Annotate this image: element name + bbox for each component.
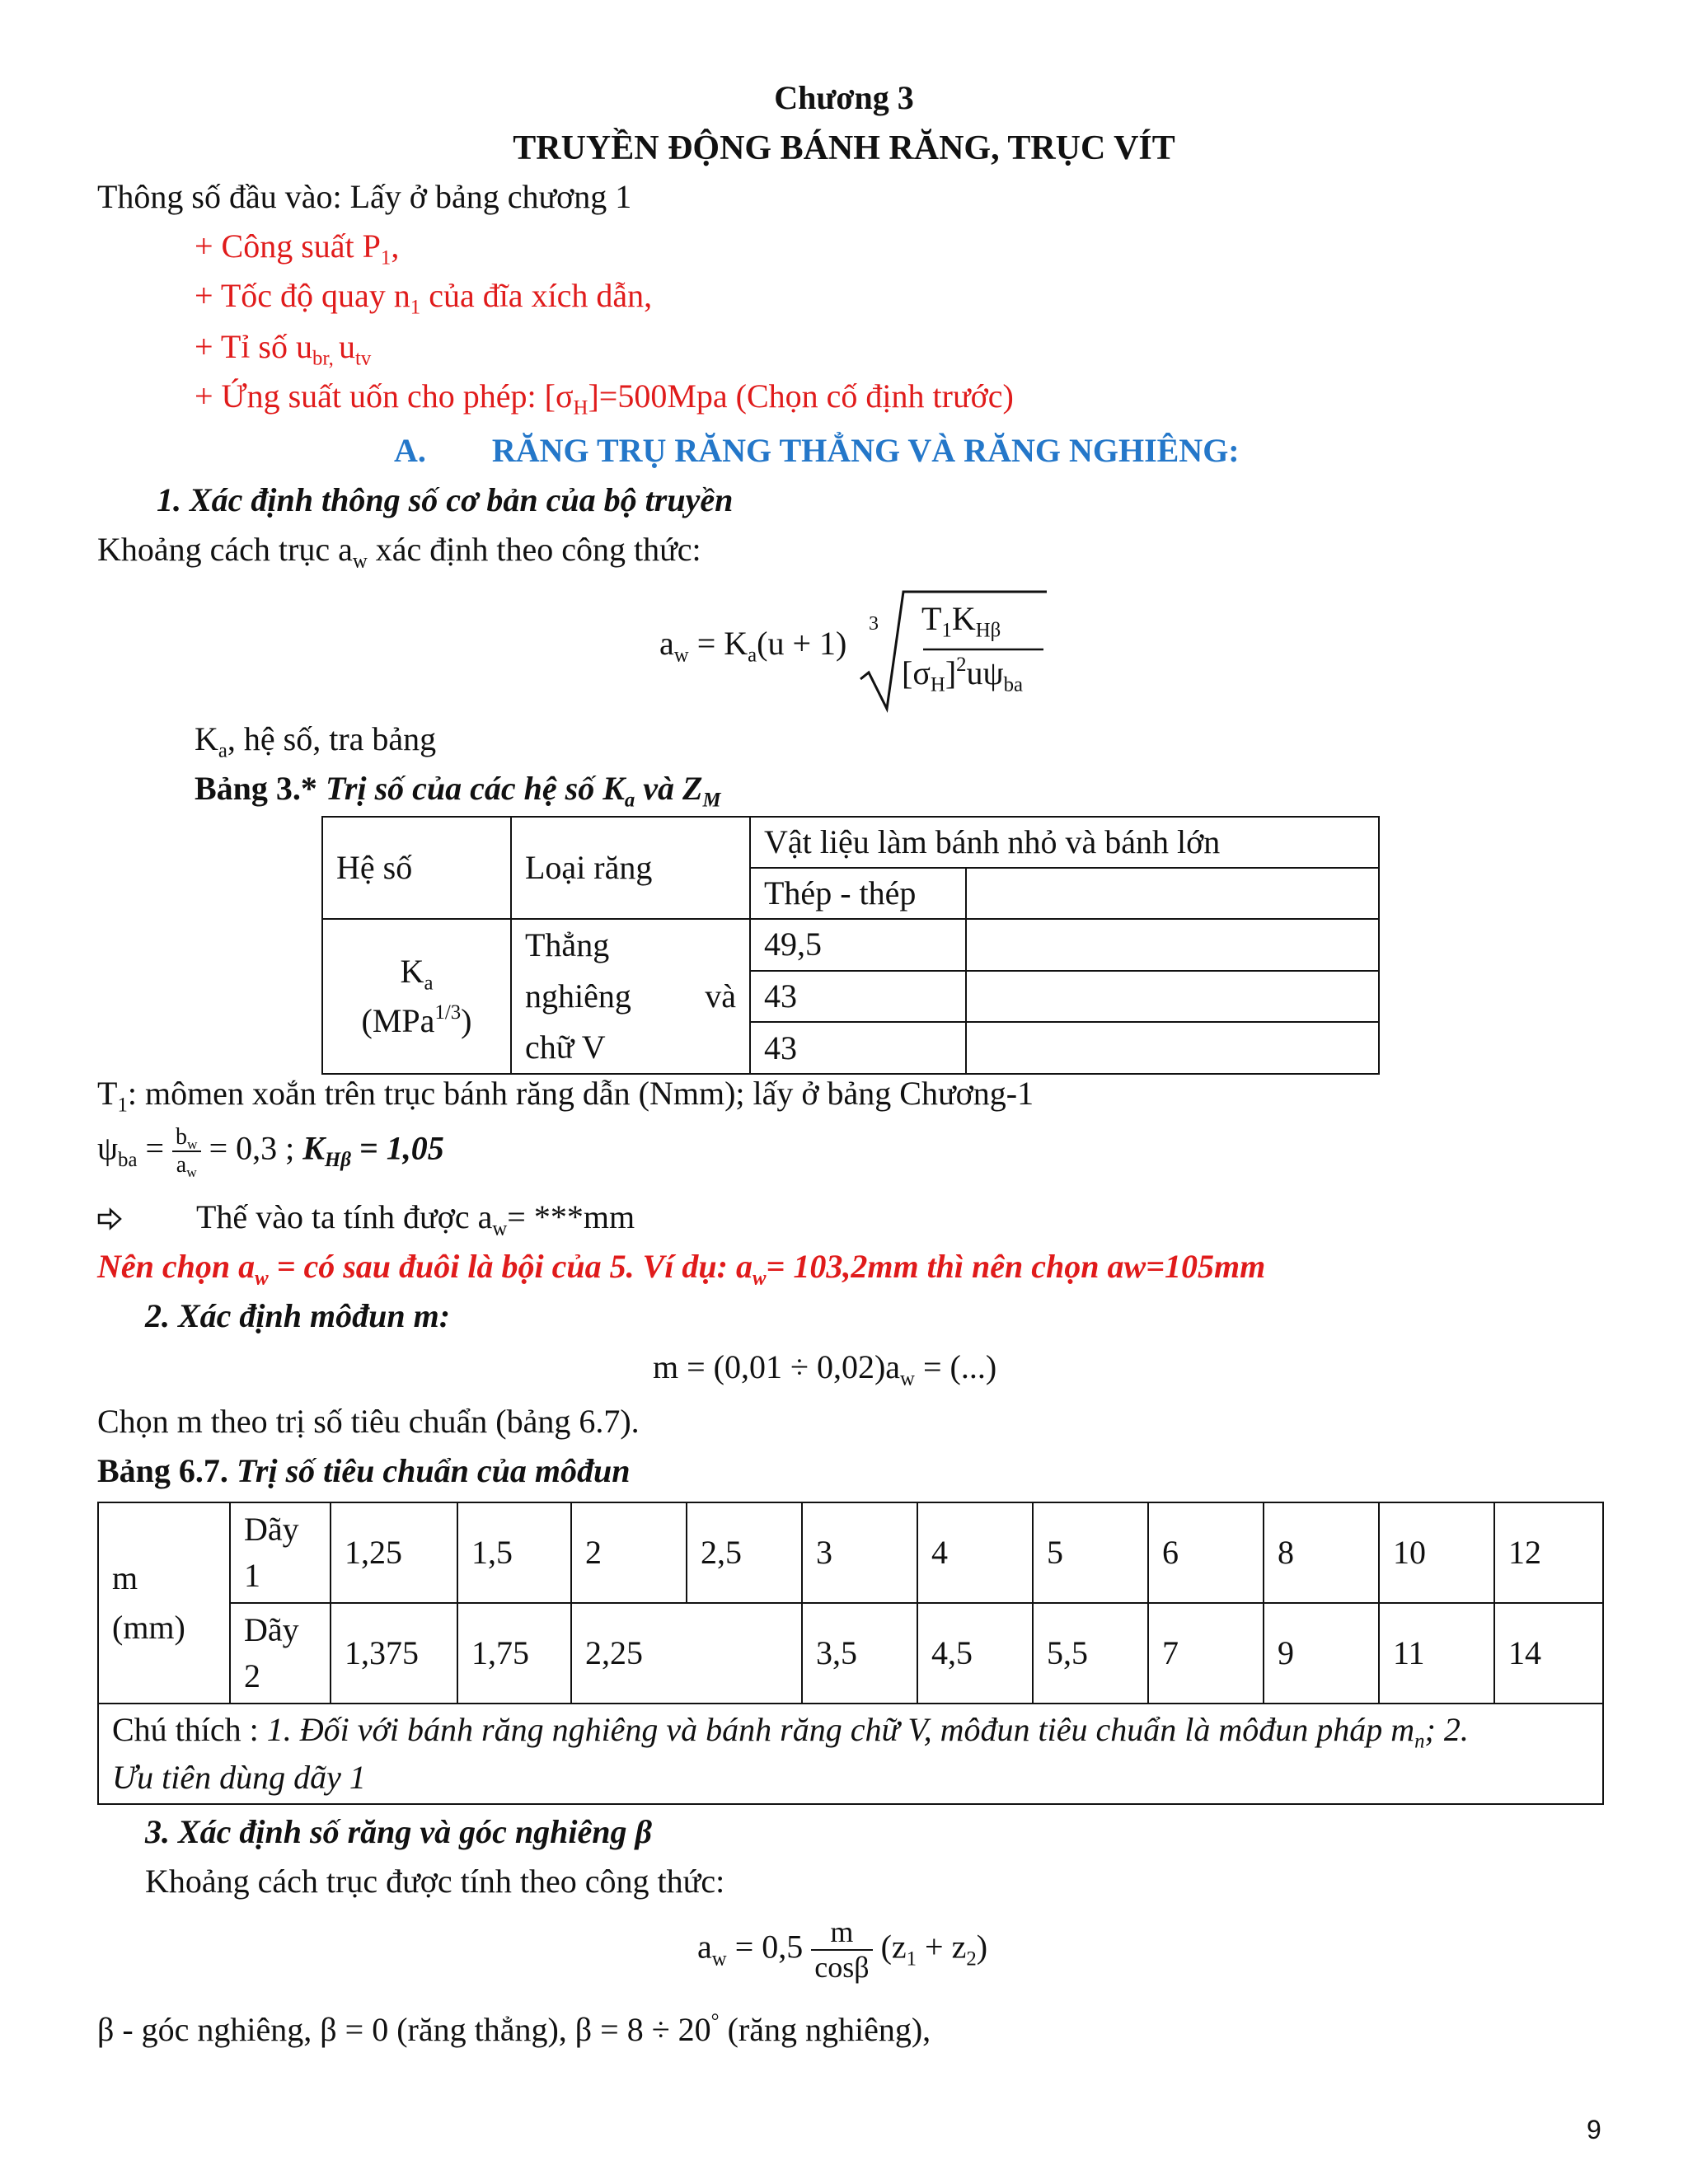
input-power: + Công suất $P_1$,	[195, 227, 400, 269]
table2-caption: Bảng 6.7. Trị số tiêu chuẩn của môđun	[97, 1452, 631, 1489]
chapter-label: Chương 3	[774, 79, 914, 116]
series1-value: 4	[917, 1502, 1033, 1603]
series2-value: 9	[1264, 1603, 1379, 1704]
series1-value: 12	[1494, 1502, 1603, 1603]
psi-formula: $\psi_{ba}$ = $\frac{b_w}{a_w}$ = 0,3 ; $K_{H\beta} = 1,05$	[97, 1124, 444, 1181]
step3-heading: 3. Xác định số răng và góc nghiêng β	[145, 1813, 653, 1850]
empty-cell	[966, 1022, 1379, 1074]
series1-value: 5	[1033, 1502, 1148, 1603]
col-header-material: Vật liệu làm bánh nhỏ và bánh lớn	[750, 817, 1379, 868]
input-speed: + Tốc độ quay $n_1$ của đĩa xích dẫn,	[195, 277, 653, 319]
module-formula: $m = (0,01 \div 0,02)a_w$ = (...)	[653, 1348, 997, 1390]
empty-cell	[966, 868, 1379, 919]
ka-note: $K_a$, hệ số, tra bảng	[195, 720, 437, 762]
chapter-title: TRUYỀN ĐỘNG BÁNH RĂNG, TRỤC VÍT	[513, 129, 1175, 167]
series1-value: 6	[1148, 1502, 1264, 1603]
series1-value: 2,5	[687, 1502, 802, 1603]
input-stress: + Ứng suất uốn cho phép: $[\sigma_H]=500Mpa$ (Chọn cố định trước)	[195, 377, 1014, 419]
series2-value: 3,5	[802, 1603, 917, 1704]
table1-caption: Bảng 3.* Trị số của các hệ số $K_a$ và $Z_M$	[195, 770, 721, 812]
empty-cell	[966, 971, 1379, 1023]
col-header-type: Loại răng	[511, 817, 750, 919]
series1-value: 8	[1264, 1502, 1379, 1603]
series2-value: 5,5	[1033, 1603, 1148, 1704]
ka-value: 49,5	[750, 919, 966, 971]
empty-cell	[966, 919, 1379, 971]
beta-line: β - góc nghiêng, β = 0 (răng thẳng), β = 8 ÷ 20° (răng nghiêng),	[97, 2009, 931, 2048]
choose-module-text: Chọn m theo trị số tiêu chuẩn (bảng 6.7).	[97, 1403, 640, 1440]
series1-value: 10	[1379, 1502, 1494, 1603]
series2-value: 14	[1494, 1603, 1603, 1704]
coefficient-table	[321, 816, 1380, 1075]
series2-value: 7	[1148, 1603, 1264, 1704]
col-header-steel: Thép - thép	[750, 868, 966, 919]
ka-value: 43	[750, 971, 966, 1023]
step1-text: Khoảng cách trục $a_w$ xác định theo công thức:	[97, 531, 701, 573]
table-note: Chú thích : 1. Đối với bánh răng nghiêng và bánh răng chữ V, môđun tiêu chuẩn là môđun pháp $m_n$; 2. Ưu tiên dùng dãy 1	[98, 1704, 1603, 1804]
series2-value: 2,25	[571, 1603, 802, 1704]
aw-formula: $a_w = K_a(u + 1)$ 3 $T_1K_{H\beta}$ $[\sigma_H]^2u\psi_{ba}$	[659, 590, 1047, 714]
series2-value: 1,75	[457, 1603, 571, 1704]
series1-value: 2	[571, 1502, 687, 1603]
col-header-coef: Hệ số	[322, 817, 511, 919]
step3-text: Khoảng cách trục được tính theo công thức:	[145, 1863, 725, 1900]
series2-value: 4,5	[917, 1603, 1033, 1704]
series2-label: Dãy 2	[230, 1603, 331, 1704]
series1-value: 1,25	[331, 1502, 457, 1603]
advice-line: Nên chọn $a_w$ = có sau đuôi là bội của 5. Ví dụ: $a_w= 103,2mm$ thì nên chọn aw=105mm	[97, 1248, 1266, 1290]
series1-value: 1,5	[457, 1502, 571, 1603]
arrow-right-icon	[97, 1198, 125, 1236]
t1-note: $T_1$: mômen xoắn trên trục bánh răng dẫn (Nmm); lấy ở bảng Chương-1	[97, 1075, 1034, 1117]
ka-value: 43	[750, 1022, 966, 1074]
intro-text: Thông số đầu vào: Lấy ở bảng chương 1	[97, 178, 632, 215]
series1-value: 3	[802, 1502, 917, 1603]
center-distance-formula: $a_w = 0,5$ $\frac{m}{\cos\beta}$ $(z_1 + z_2)$	[697, 1915, 988, 1985]
module-table	[97, 1502, 1604, 1805]
series2-value: 1,375	[331, 1603, 457, 1704]
tooth-type-cell: Thẳng nghiêng và chữ V	[511, 919, 750, 1074]
section-a-heading: A. RĂNG TRỤ RĂNG THẲNG VÀ RĂNG NGHIÊNG:	[394, 432, 1240, 469]
series2-value: 11	[1379, 1603, 1494, 1704]
input-ratio: + Tỉ số $u_{br,}$ $u_{tv}$	[195, 328, 372, 370]
step1-heading: 1. Xác định thông số cơ bản của bộ truyền	[157, 481, 734, 518]
ka-cell: $K_a$ (MPa$^{1/3}$)	[322, 919, 511, 1074]
root-index: 3	[869, 613, 879, 635]
module-label-cell: m (mm)	[98, 1502, 230, 1704]
series1-label: Dãy 1	[230, 1502, 331, 1603]
step2-heading: 2. Xác định môđun m:	[145, 1297, 451, 1334]
page-number: 9	[1587, 2115, 1601, 2144]
result-line: Thế vào ta tính được $a_w= ***mm$	[97, 1198, 635, 1236]
